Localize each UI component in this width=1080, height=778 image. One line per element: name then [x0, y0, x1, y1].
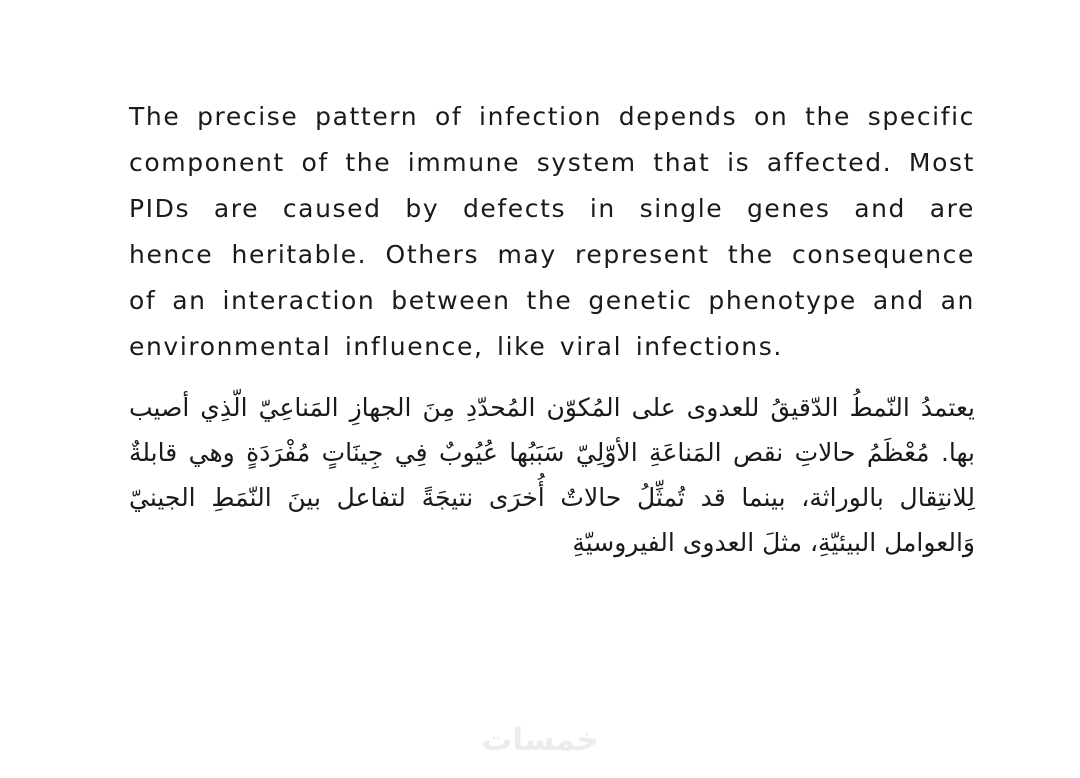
- english-paragraph: The precise pattern of infection depends on the specific component of the immune system that is affected. Most PIDs are caused by defects in single genes and are hence heritable. Others may represent the consequence of an interaction between the genetic phenotype and an environmental influence, like viral infections.: [129, 102, 975, 361]
- arabic-paragraph: يعتمدُ النّمطُ الدّقيقُ للعدوى على المُكوّن المُحدّدِ مِنَ الجهازِ المَناعِيّ الّذِي أصيب بها. مُعْظَمُ حالاتِ نقص المَناعَةِ الأوّلِيّ سَبَبُها عُيُوبٌ فِي جِينَاتٍ مُفْرَدَةٍ وهي قابلةٌ لِلانتِقال بالوراثة، بينما قد تُمثِّلُ حالاتٌ أُخرَى نتيجَةً لتفاعل بينَ النّمَطِ الجينيّ وَالعوامل البيئيّةِ، مثلَ العدوى الفيروسيّةِ: [129, 393, 975, 557]
- watermark-logo: خمسات: [481, 722, 599, 758]
